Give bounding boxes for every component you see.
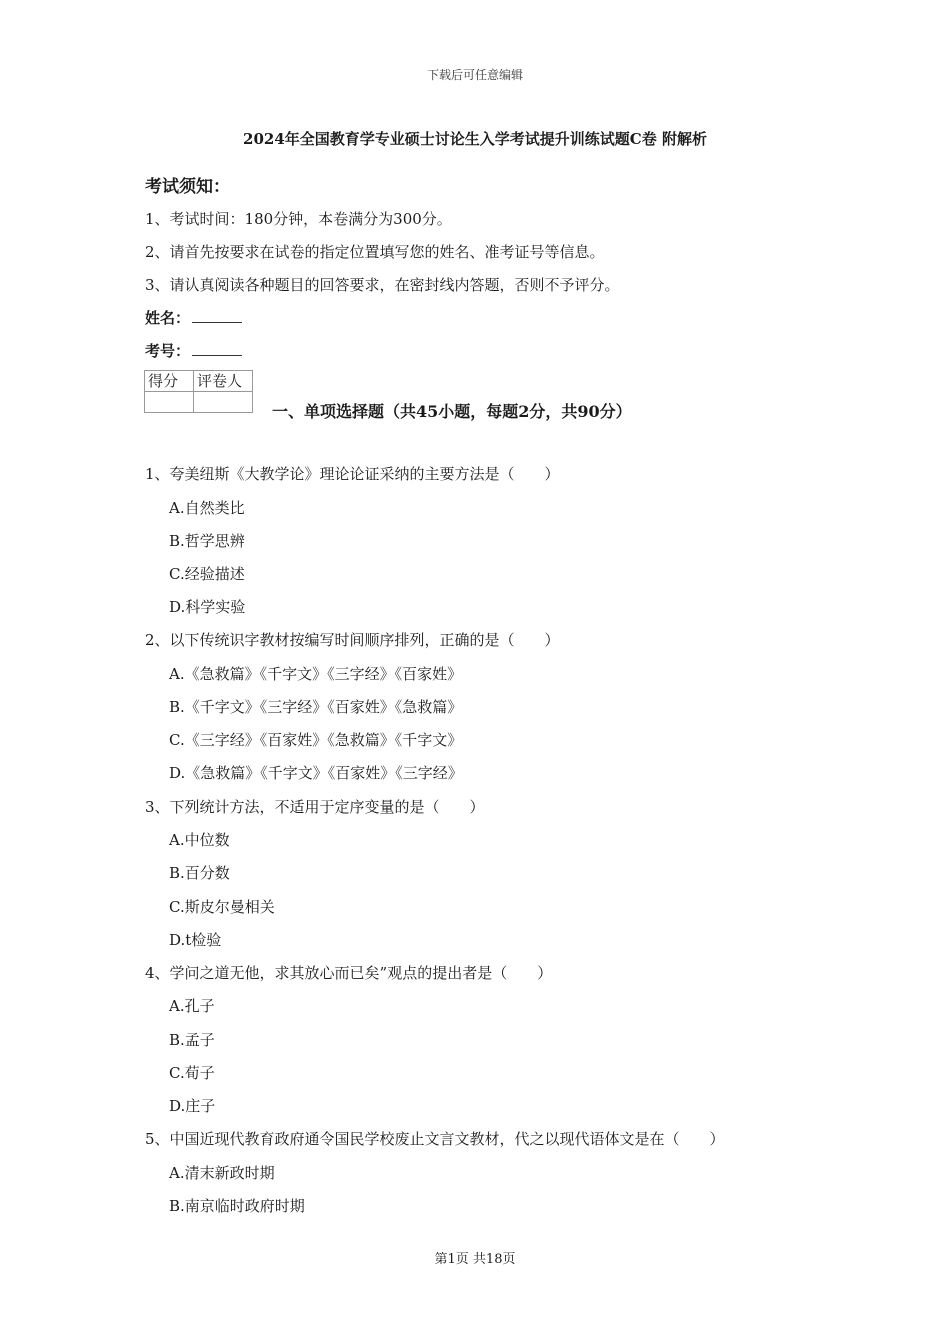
question-option: B.《千字文》《三字经》《百家姓》《急救篇》 (169, 698, 463, 716)
question-option: C.荀子 (169, 1064, 215, 1082)
grader-cell (194, 392, 253, 413)
score-header: 得分 (145, 371, 194, 392)
score-table (144, 370, 253, 413)
score-cell (145, 392, 194, 413)
question-option: B.南京临时政府时期 (169, 1197, 305, 1215)
question-option: D.t检验 (169, 931, 222, 949)
id-label: 考号： (145, 342, 191, 360)
question-option: B.哲学思辨 (169, 532, 245, 550)
question-option: C.《三字经》《百家姓》《急救篇》《千字文》 (169, 731, 463, 749)
question-option: A.《急救篇》《千字文》《三字经》《百家姓》 (169, 665, 463, 683)
notice-item: 2、请首先按要求在试卷的指定位置填写您的姓名、准考证号等信息。 (145, 243, 605, 261)
question-option: A.中位数 (169, 831, 230, 849)
question-option: C.经验描述 (169, 565, 245, 583)
question-text: 5、中国近现代教育政府通令国民学校废止文言文教材，代之以现代语体文是在（ ） (145, 1130, 725, 1148)
id-field (145, 340, 242, 361)
question-option: D.《急救篇》《千字文》《百家姓》《三字经》 (169, 764, 463, 782)
question-option: A.清末新政时期 (169, 1164, 275, 1182)
question-text: 1、夸美纽斯《大教学论》理论论证采纳的主要方法是（ ） (145, 465, 560, 483)
grader-header: 评卷人 (194, 371, 253, 392)
question-text: 4、学问之道无他，求其放心而已矣”观点的提出者是（ ） (145, 964, 553, 982)
question-option: B.孟子 (169, 1031, 215, 1049)
id-blank (192, 341, 242, 356)
question-option: C.斯皮尔曼相关 (169, 898, 275, 916)
notice-heading: 考试须知： (145, 177, 230, 197)
question-text: 2、以下传统识字教材按编写时间顺序排列，正确的是（ ） (145, 631, 560, 649)
question-option: A.孔子 (169, 997, 215, 1015)
name-label: 姓名： (145, 309, 191, 327)
question-option: A.自然类比 (169, 499, 245, 517)
name-field (145, 307, 242, 328)
question-option: B.百分数 (169, 864, 230, 882)
document-title: 2024年全国教育学专业硕士讨论生入学考试提升训练试题C卷 附解析 (243, 130, 707, 148)
question-text: 3、下列统计方法，不适用于定序变量的是（ ） (145, 798, 485, 816)
question-option: D.庄子 (169, 1097, 216, 1115)
header-note: 下载后可任意编辑 (426, 68, 523, 82)
section-heading: 一、单项选择题（共45小题，每题2分，共90分） (272, 402, 632, 421)
notice-item: 3、请认真阅读各种题目的回答要求，在密封线内答题，否则不予评分。 (145, 276, 620, 294)
question-option: D.科学实验 (169, 598, 246, 616)
name-blank (192, 308, 242, 323)
page-footer: 第1页 共18页 (434, 1252, 516, 1267)
notice-item: 1、考试时间：180分钟，本卷满分为300分。 (145, 210, 452, 228)
